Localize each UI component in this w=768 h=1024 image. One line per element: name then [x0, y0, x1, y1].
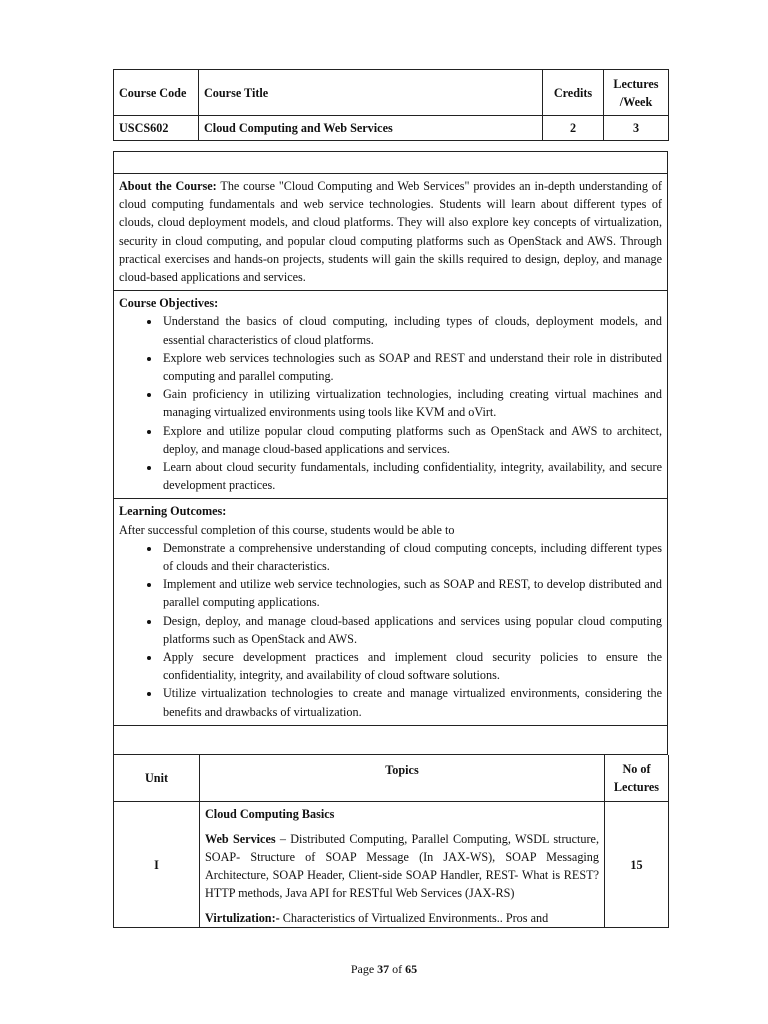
virtualization-topic: [205, 909, 599, 927]
topics-header: Topics: [200, 755, 605, 802]
outcomes-list: [119, 539, 662, 721]
about-text: The course "Cloud Computing and Web Services" provides an in-depth understanding of cloud computing fundamentals and web service technologies. Students will learn about different types of clouds, cloud deployment models, and cloud platforms. They will also explore key concepts of virtualization, security in cloud computing, and popular cloud computing platforms such as OpenStack and AWS. Through practical exercises and hands-on projects, students will gain the skills required to design, deploy, and manage cloud-based applications and services.: [119, 179, 662, 285]
web-services-label: Web Services: [205, 832, 276, 847]
objective-item: • Gain proficiency in utilizing virtualization technologies, including creating virtual machines and managing virtualized environments using tools like KVM and oVirt.: [161, 385, 662, 421]
objectives-section: [113, 291, 668, 499]
virtualization-label: Virtulization:-: [205, 911, 280, 926]
objective-item: • Explore web services technologies such as SOAP and REST and understand their role in distributed computing and parallel computing.: [161, 349, 662, 385]
virtualization-text: Characteristics of Virtualized Environments.. Pros and: [279, 911, 549, 926]
footer-prefix: Page: [350, 962, 378, 976]
unit-number: I: [114, 802, 200, 928]
outcome-item: • Design, deploy, and manage cloud-based applications and services using popular cloud computing platforms such as OpenStack and AWS.: [161, 612, 662, 648]
outcomes-section: [113, 499, 668, 725]
about-section: [113, 174, 668, 291]
no-of-lectures-line2: Lectures: [613, 780, 660, 795]
course-code: USCS602: [114, 116, 199, 141]
outcome-item: • Implement and utilize web service technologies, such as SOAP and REST, to develop distributed and parallel computing applications.: [161, 575, 662, 611]
about-label: About the Course:: [119, 179, 217, 193]
lectures-header-line1: Lectures: [613, 76, 659, 91]
lectures-header-line2: /Week: [619, 94, 653, 109]
outcome-item: • Demonstrate a comprehensive understanding of cloud computing concepts, including different types of clouds and their characteristics.: [161, 539, 662, 575]
outcome-item: • Utilize virtualization technologies to create and manage virtualized environments, considering the benefits and drawbacks of virtualization.: [161, 684, 662, 720]
unit-topics: [200, 802, 605, 928]
units-table-header: [114, 755, 669, 802]
outcome-item: • Apply secure development practices and implement cloud security policies to ensure the confidentiality, integrity, and availability of cloud software solutions.: [161, 648, 662, 684]
objective-item: • Learn about cloud security fundamentals, including confidentiality, integrity, availability, and secure development practices.: [161, 458, 662, 494]
objective-item: • Explore and utilize popular cloud computing platforms such as OpenStack and AWS to architect, deploy, and manage cloud-based applications and services.: [161, 422, 662, 458]
course-code-header: Course Code: [114, 70, 199, 116]
no-of-lectures-header: [605, 755, 669, 802]
lectures-value: 3: [604, 116, 669, 141]
footer-middle: of: [389, 962, 406, 976]
web-services-text: – Distributed Computing, Parallel Computing, WSDL structure, SOAP- Structure of SOAP Message (In JAX-WS), SOAP Messaging Architecture, SOAP Header, Client-side SOAP Handler, REST- What is REST? HTTP methods, Java API for RESTful Web Services (JAX-RS): [205, 832, 599, 901]
spacer-row-2: [113, 726, 668, 755]
unit-heading: Cloud Computing Basics: [205, 807, 335, 822]
objectives-heading: Course Objectives:: [119, 296, 219, 311]
unit-lectures: 15: [605, 802, 669, 928]
page-footer: [0, 962, 768, 977]
units-table: [113, 755, 669, 929]
course-table-header: [114, 70, 669, 116]
credits-value: 2: [543, 116, 604, 141]
outcomes-intro: After successful completion of this course, students would be able to: [119, 522, 455, 537]
footer-total-pages: 65: [405, 962, 418, 976]
course-title-header: Course Title: [199, 70, 543, 116]
footer-page-number: 37: [377, 962, 390, 976]
unit-row: [114, 802, 669, 928]
course-row: [114, 116, 669, 141]
web-services-topic: [205, 830, 599, 902]
unit-header: Unit: [114, 755, 200, 802]
spacer-row: [113, 151, 668, 174]
no-of-lectures-line1: No of: [622, 762, 651, 777]
lectures-header: [604, 70, 669, 116]
course-table: [113, 69, 669, 141]
objectives-list: [119, 312, 662, 494]
outcomes-heading: Learning Outcomes:: [119, 504, 227, 519]
objective-item: • Understand the basics of cloud computing, including types of clouds, deployment models, and essential characteristics of cloud platforms.: [161, 312, 662, 348]
credits-header: Credits: [543, 70, 604, 116]
syllabus-sheet: [113, 69, 668, 928]
course-title: Cloud Computing and Web Services: [199, 116, 543, 141]
